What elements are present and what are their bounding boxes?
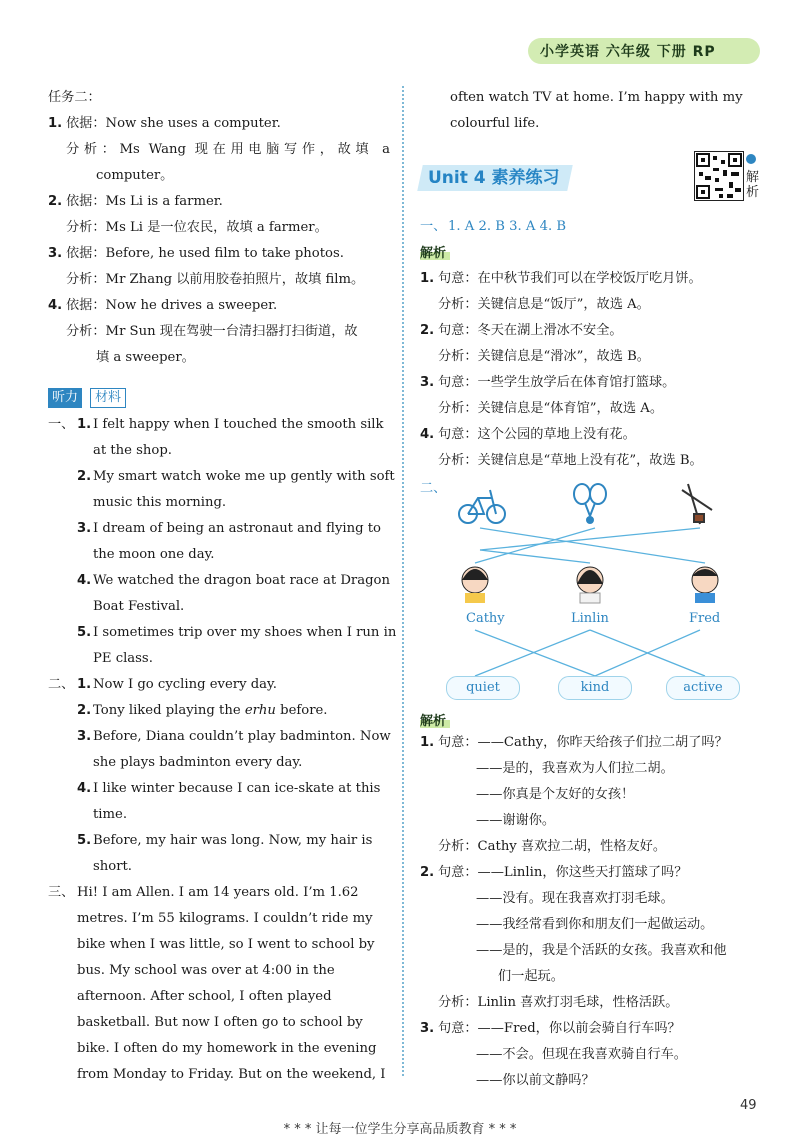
section-label: 二、 [48, 677, 75, 692]
item-analysis: 分析：关键信息是“饭厅”，故选 A。 [438, 297, 650, 312]
header-subject-label: 小学英语 六年级 下册 RP [540, 44, 716, 60]
task-analysis: 分析：Ms Li 是一位农民，故填 a farmer。 [66, 220, 328, 235]
item-number: 2. [77, 703, 92, 718]
task-number: 3. [48, 246, 63, 261]
task-basis: 依据：Before, he used film to take photos. [66, 246, 344, 261]
item-number: 2. [420, 323, 435, 338]
item-number: 5. [77, 833, 92, 848]
item-meaning: 句意：一些学生放学后在体育馆打篮球。 [438, 375, 676, 390]
passage-line: bus. My school was over at 4:00 in the [77, 963, 335, 978]
item-meaning: 句意：在中秋节我们可以在学校饭厅吃月饼。 [438, 271, 702, 286]
passage-line: Hi! I am Allen. I am 14 years old. I’m 1.62 [77, 885, 359, 900]
footer-slogan: * * * 让每一位学生分享高品质教育 * * * [283, 1122, 517, 1137]
item-number: 1. [77, 417, 92, 432]
item-analysis: 分析：关键信息是“滑冰”，故选 B。 [438, 349, 650, 364]
column-divider [402, 86, 404, 1076]
item-text: Tony liked playing the erhu before. [93, 703, 328, 718]
task-number: 1. [48, 116, 63, 131]
name-cathy: Cathy [466, 611, 505, 626]
dialog-line: ——没有。现在我喜欢打羽毛球。 [476, 891, 674, 906]
item-text: at the shop. [93, 443, 172, 458]
dialog-line: ——你真是个友好的女孩！ [476, 787, 635, 802]
item-text: PE class. [93, 651, 153, 666]
item-text: I felt happy when I touched the smooth silk [93, 417, 384, 432]
task-basis: 依据：Ms Li is a farmer. [66, 194, 223, 209]
tag-material: 材料 [90, 388, 126, 408]
dialog-line: ——我经常看到你和朋友们一起做运动。 [476, 917, 714, 932]
item-text: I sometimes trip over my shoes when I run in [93, 625, 397, 640]
jiexi-heading: 解析 [420, 714, 447, 729]
unit-title: Unit 4 素养练习 [428, 168, 560, 188]
fred-avatar [692, 567, 718, 603]
dialog-line: 句意：——Cathy，你昨天给孩子们拉二胡了吗？ [438, 735, 728, 750]
item-text: I dream of being an astronaut and flying to [93, 521, 381, 536]
task-analysis: 分析：Ms Wang 现在用电脑写作，故填 a [66, 142, 390, 157]
item-text: the moon one day. [93, 547, 215, 562]
linlin-avatar [577, 567, 603, 603]
item-analysis: 分析：关键信息是“草地上没有花”，故选 B。 [438, 453, 703, 468]
item-text: music this morning. [93, 495, 227, 510]
task-analysis: 填 a sweeper。 [96, 350, 195, 365]
task-analysis: 分析：Mr Zhang 以前用胶卷拍照片，故填 film。 [66, 272, 365, 287]
item-number: 3. [420, 375, 435, 390]
word-active: active [666, 676, 740, 700]
section-label: 一、 [48, 417, 75, 432]
bicycle-icon [459, 490, 505, 523]
jiexi-heading: 解析 [420, 246, 447, 261]
cathy-avatar [462, 567, 488, 603]
dialog-line: ——不会。但现在我喜欢骑自行车。 [476, 1047, 687, 1062]
play-icon [746, 154, 756, 164]
section-label: 一、 [420, 219, 447, 234]
item-number: 3. [420, 1021, 435, 1036]
item-number: 4. [77, 781, 92, 796]
section-label: 三、 [48, 885, 75, 900]
item-number: 2. [77, 469, 92, 484]
qr-code-icon[interactable] [694, 151, 744, 201]
qr-label: 解析 [746, 170, 760, 200]
passage-line: often watch TV at home. I’m happy with my [450, 90, 743, 105]
item-meaning: 句意：冬天在湖上滑冰不安全。 [438, 323, 623, 338]
item-analysis: 分析：关键信息是“体育馆”，故选 A。 [438, 401, 664, 416]
item-number: 3. [77, 521, 92, 536]
item-number: 5. [77, 625, 92, 640]
dialog-line: ——是的，我是个活跃的女孩。我喜欢和他 [476, 943, 727, 958]
passage-line: basketball. But now I often go to school by [77, 1015, 363, 1030]
item-text: My smart watch woke me up gently with soft [93, 469, 395, 484]
erhu-icon [682, 484, 712, 524]
item-number: 1. [77, 677, 92, 692]
task-analysis: 分析：Mr Sun 现在驾驶一台清扫器打扫街道，故 [66, 324, 358, 339]
tag-listening: 听力 [48, 388, 82, 408]
item-text: she plays badminton every day. [93, 755, 303, 770]
item-text: Now I go cycling every day. [93, 677, 277, 692]
item-number: 3. [77, 729, 92, 744]
answer-key: 1. A 2. B 3. A 4. B [448, 219, 567, 234]
item-text: Boat Festival. [93, 599, 185, 614]
task-number: 2. [48, 194, 63, 209]
item-number: 1. [420, 735, 435, 750]
word-quiet: quiet [446, 676, 520, 700]
dialog-line: ——你以前文静吗？ [476, 1073, 595, 1088]
item-number: 2. [420, 865, 435, 880]
item-text: We watched the dragon boat race at Dragon [93, 573, 390, 588]
item-number: 4. [420, 427, 435, 442]
item-number: 1. [420, 271, 435, 286]
passage-line: bike when I was little, so I went to school by [77, 937, 375, 952]
passage-line: afternoon. After school, I often played [77, 989, 332, 1004]
item-number: 4. [77, 573, 92, 588]
task-analysis: computer。 [96, 168, 174, 183]
badminton-racket-icon [574, 484, 606, 523]
passage-line: colourful life. [450, 116, 540, 131]
dialog-analysis: 分析：Cathy 喜欢拉二胡，性格友好。 [438, 839, 667, 854]
passage-line: bike. I often do my homework in the evening [77, 1041, 377, 1056]
task-basis: 依据：Now she uses a computer. [66, 116, 281, 131]
item-text: short. [93, 859, 132, 874]
page-number: 49 [740, 1098, 757, 1113]
item-text: I like winter because I can ice-skate at this [93, 781, 381, 796]
dialog-line: 句意：——Fred，你以前会骑自行车吗？ [438, 1021, 681, 1036]
item-meaning: 句意：这个公园的草地上没有花。 [438, 427, 636, 442]
word-kind: kind [558, 676, 632, 700]
item-text: Before, my hair was long. Now, my hair is [93, 833, 373, 848]
item-text: time. [93, 807, 128, 822]
passage-line: from Monday to Friday. But on the weekend, I [77, 1067, 386, 1082]
task-basis: 依据：Now he drives a sweeper. [66, 298, 278, 313]
dialog-line: 们一起玩。 [498, 969, 564, 984]
name-linlin: Linlin [571, 611, 609, 626]
task-title: 任务二： [48, 90, 101, 105]
item-text: Before, Diana couldn’t play badminton. Now [93, 729, 391, 744]
dialog-line: ——谢谢你。 [476, 813, 556, 828]
passage-line: metres. I’m 55 kilograms. I couldn’t ride my [77, 911, 373, 926]
task-number: 4. [48, 298, 63, 313]
section-label: 二、 [420, 481, 447, 496]
dialog-line: ——是的，我喜欢为人们拉二胡。 [476, 761, 674, 776]
dialog-analysis: 分析：Linlin 喜欢打羽毛球，性格活跃。 [438, 995, 679, 1010]
dialog-line: 句意：——Linlin，你这些天打篮球了吗？ [438, 865, 688, 880]
name-fred: Fred [689, 611, 721, 626]
